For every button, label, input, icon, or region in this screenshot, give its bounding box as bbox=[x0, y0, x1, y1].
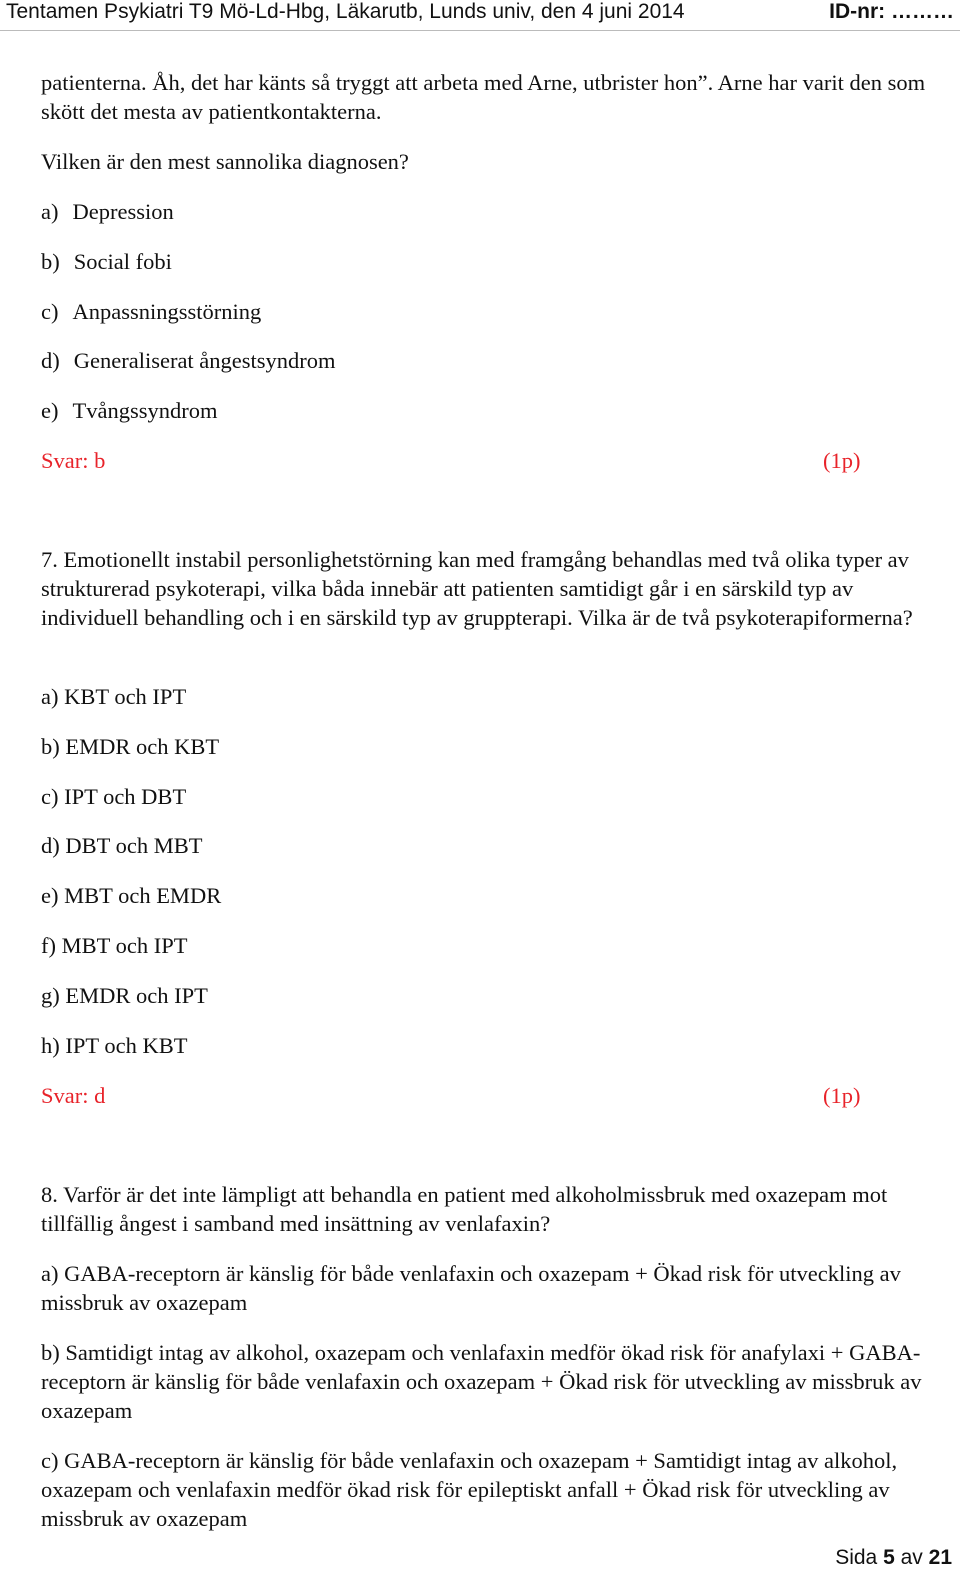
q7-option: h) IPT och KBT bbox=[41, 1033, 188, 1058]
q7-points: (1p) bbox=[823, 1083, 861, 1108]
page-number-prefix: Sida bbox=[835, 1546, 878, 1569]
q6-option bbox=[41, 346, 336, 375]
q6-option-letter: b) bbox=[41, 249, 60, 274]
q6-option-text: Generaliserat ångestsyndrom bbox=[73, 348, 336, 373]
q8-option: b) Samtidigt intag av alkohol, oxazepam och venlafaxin medför ökad risk för anafylaxi + GABA-receptorn är känslig för både venlafaxin och oxazepam + Ökad risk för utveckling av missbruk av oxazepam bbox=[41, 1340, 922, 1423]
q8-option: c) GABA-receptorn är känslig för både venlafaxin och oxazepam + Samtidigt intag av alkohol, oxazepam och venlafaxin medför ökad risk för epileptiskt anfall + Ökad risk för utveckling av missbruk av oxazepam bbox=[41, 1448, 898, 1531]
header-divider bbox=[0, 30, 960, 31]
q6-option-text: Social fobi bbox=[73, 249, 172, 274]
q7-option: f) MBT och IPT bbox=[41, 933, 188, 958]
q6-points: (1p) bbox=[823, 448, 861, 473]
q7-option: g) EMDR och IPT bbox=[41, 983, 208, 1008]
total-pages: 21 bbox=[928, 1546, 952, 1569]
current-page: 5 bbox=[883, 1546, 895, 1569]
q6-option-letter: e) bbox=[41, 398, 59, 423]
q6-option bbox=[41, 247, 172, 276]
header-title: Tentamen Psykiatri T9 Mö-Ld-Hbg, Läkarutb, Lunds univ, den 4 juni 2014 bbox=[6, 0, 685, 23]
q7-option: a) KBT och IPT bbox=[41, 684, 187, 709]
q7-option: c) IPT och DBT bbox=[41, 784, 187, 809]
q6-option bbox=[41, 197, 174, 226]
q6-answer: Svar: b bbox=[41, 448, 106, 473]
q6-option-text: Depression bbox=[72, 199, 174, 224]
q6-option bbox=[41, 297, 261, 326]
q7-option: e) MBT och EMDR bbox=[41, 883, 222, 908]
q6-option-letter: a) bbox=[41, 199, 59, 224]
q7-option: b) EMDR och KBT bbox=[41, 734, 220, 759]
q8-option: a) GABA-receptorn är känslig för både venlafaxin och oxazepam + Ökad risk för utveckling av missbruk av oxazepam bbox=[41, 1261, 901, 1315]
header-id-field: ID-nr: ……… bbox=[829, 0, 954, 23]
page-number-middle: av bbox=[900, 1546, 923, 1569]
page-number bbox=[835, 1545, 952, 1571]
q6-option-text: Anpassningsstörning bbox=[72, 299, 262, 324]
q6-option-letter: d) bbox=[41, 348, 60, 373]
q7-option: d) DBT och MBT bbox=[41, 833, 203, 858]
q6-option bbox=[41, 396, 217, 425]
q7-question: 7. Emotionellt instabil personlighetstörning kan med framgång behandlas med två olika typer av strukturerad psykoterapi, vilka båda innebär att patienten samtidigt går i en särskild typ av individuell behandling och i en särskild typ av gruppterapi. Vilka är de två psykoterapiformerna? bbox=[41, 547, 913, 630]
q6-question: Vilken är den mest sannolika diagnosen? bbox=[41, 149, 409, 174]
q6-option-letter: c) bbox=[41, 299, 59, 324]
q6-option-text: Tvångssyndrom bbox=[72, 398, 218, 423]
intro-paragraph: patienterna. Åh, det har känts så tryggt att arbeta med Arne, utbrister hon”. Arne har varit den som skött det mesta av patientkontakterna. bbox=[41, 70, 926, 124]
q8-question: 8. Varför är det inte lämpligt att behandla en patient med alkoholmissbruk med oxazepam mot tillfällig ångest i samband med insättning av venlafaxin? bbox=[41, 1182, 888, 1236]
q7-answer: Svar: d bbox=[41, 1083, 106, 1108]
page-header bbox=[6, 0, 954, 24]
